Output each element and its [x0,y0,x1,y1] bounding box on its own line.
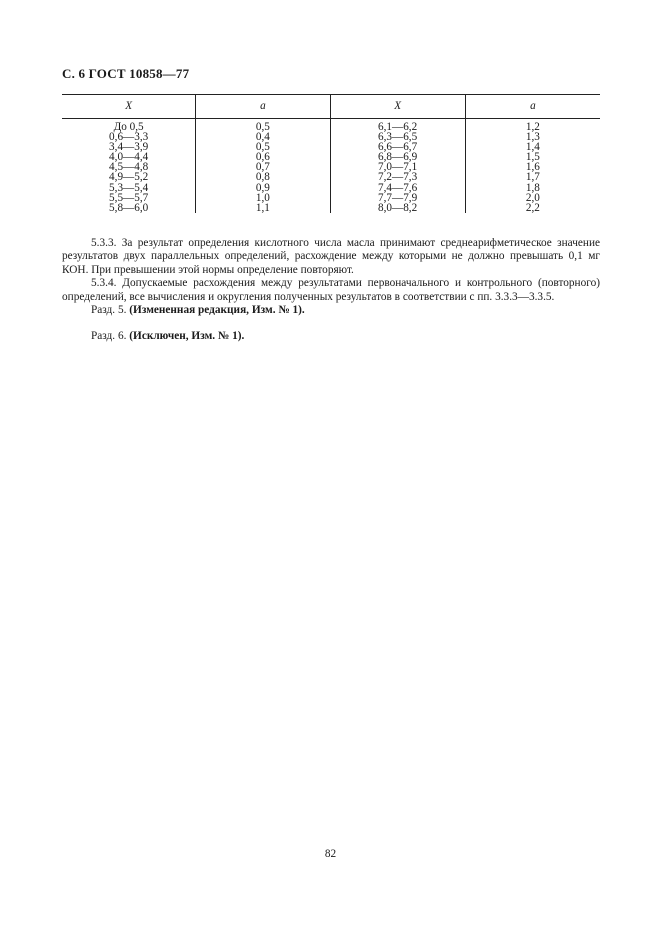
table-cell: 4,5—4,8 [109,161,149,174]
table-cell: 1,4 [525,141,540,154]
page-number: 82 [324,848,337,860]
table-cell: До 0,5 [113,121,144,133]
table-cell: 0,7 [255,161,270,174]
column-a-1-values [196,119,330,213]
note-section-5-prefix: Разд. 5. [91,304,127,317]
table-cell: 7,4—7,6 [378,181,418,194]
table-cell: 2,2 [525,201,540,214]
table-cell: 7,7—7,9 [378,191,418,204]
column-x-2-values [330,119,465,213]
table-cell: 6,1—6,2 [378,121,418,133]
table-cell: 1,8 [525,181,540,194]
table-cell: 6,3—6,5 [378,131,418,144]
paragraph-5-3-3: 5.3.3. За результат определения кислотного числа масла принимают среднеарифметическое значение результатов двух параллельных определений, расхождение между которыми не должно превышать 0,1 мг КОН. При превышении этой нормы определение повторяют. [62,237,600,276]
table-cell: 1,3 [525,131,540,144]
note-section-5 [62,304,600,317]
body-text [62,237,600,344]
table-cell: 0,9 [255,181,270,194]
table-cell: 7,2—7,3 [378,171,418,184]
table-cell: 3,4—3,9 [109,141,149,154]
note-section-6-prefix: Разд. 6. [91,330,127,343]
table-cell: 1,6 [525,161,540,174]
table-cell: 5,5—5,7 [109,191,149,204]
table-cell: 4,0—4,4 [109,151,149,164]
table-body-row [62,119,600,213]
column-header-x-2: X [330,95,465,119]
table-cell: 0,6 [255,151,270,164]
note-section-5-status: (Измененная редакция, Изм. № 1). [129,304,305,317]
table-cell: 0,6—3,3 [109,131,149,144]
paragraph-5-3-4: 5.3.4. Допускаемые расхождения между результатами первоначального и контрольного (повторного) определений, все вычисления и округления полученных результатов в соответствии с пп. 3.3.3—3.3.5. [62,277,600,303]
table-cell: 8,0—8,2 [378,201,418,214]
column-header-a-1: a [196,95,330,119]
table-cell: 0,8 [255,171,270,184]
column-header-a-2: a [465,95,600,119]
table-header-row [62,95,600,119]
page-header: С. 6 ГОСТ 10858—77 [62,66,190,81]
column-header-x-1: X [62,95,196,119]
column-x-1-values [62,119,196,213]
spacer [62,317,600,330]
table-cell: 1,0 [255,191,270,204]
table-cell: 6,8—6,9 [378,151,418,164]
table-cell: 1,5 [525,151,540,164]
table-cell: 0,4 [255,131,270,144]
value-table [62,94,600,213]
table-cell: 1,2 [525,121,540,133]
table-cell: 7,0—7,1 [378,161,418,174]
table-cell: 1,1 [255,201,270,214]
table-cell: 1,7 [525,171,540,184]
column-a-2-values [465,119,600,213]
note-section-6 [62,330,600,343]
table-cell: 0,5 [255,141,270,154]
table-cell: 0,5 [255,121,270,133]
table-cell: 6,6—6,7 [378,141,418,154]
table-cell: 5,3—5,4 [109,181,149,194]
note-section-6-status: (Исключен, Изм. № 1). [129,330,245,343]
table-cell: 2,0 [525,191,540,204]
table-cell: 4,9—5,2 [109,171,149,184]
table-cell: 5,8—6,0 [109,201,149,214]
